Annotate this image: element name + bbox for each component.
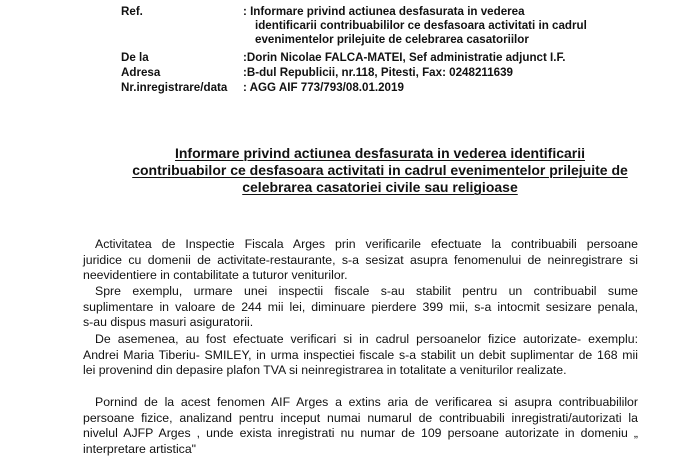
paragraph-line: nivelul AJFP Arges , unde exista inregistrati nu numar de 109 persoane autorizate in domeniu „ bbox=[83, 426, 638, 441]
ref-value-line3: evenimentelor prilejuite de celebrarea casatoriilor bbox=[255, 33, 529, 46]
paragraph-1 bbox=[83, 237, 638, 284]
ref-value-line2: identificarii contribuabililor ce desfasoara activitati in cadrul bbox=[255, 19, 587, 32]
title-line2: contribuabilor ce desfasoara activitati in cadrul evenimentelor prilejuite de bbox=[132, 162, 628, 178]
paragraph-line: Pornind de la acest fenomen AIF Arges a extins aria de verificarea si asupra contribuabililor bbox=[95, 395, 638, 409]
paragraph-line: De asemenea, au fost efectuate verificari si in cadrul persoanelor fizice autorizate- exemplu: bbox=[95, 332, 638, 346]
registration-value: : AGG AIF 773/793/08.01.2019 bbox=[243, 81, 404, 94]
paragraph-line: suplimentare in valoare de 244 mii lei, diminuare pierdere 399 mii, s-a intocmit sesizare penala, bbox=[83, 299, 638, 314]
paragraph-4 bbox=[83, 395, 638, 457]
paragraph-line: interpretare artistica" bbox=[83, 441, 197, 456]
paragraph-line: neevidentiere in contabilitate a tuturor veniturilor. bbox=[83, 268, 348, 283]
from-value: :Dorin Nicolae FALCA-MATEI, Sef administratie adjunct I.F. bbox=[243, 51, 566, 64]
address-label: Adresa bbox=[121, 66, 161, 79]
paragraph-3 bbox=[83, 332, 638, 379]
paragraph-line: Spre exemplu, urmare unei inspectii fiscale s-au stabilit pentru un contribuabil sume bbox=[95, 284, 638, 298]
paragraph-line: Andrei Maria Tiberiu- SMILEY, in urma inspectiei fiscale s-a stabilit un debit suplimentar de 168 mii bbox=[83, 347, 638, 362]
from-label: De la bbox=[121, 51, 149, 64]
paragraph-line: Activitatea de Inspectie Fiscala Arges prin verificarile efectuate la contribuabili persoane bbox=[95, 237, 638, 251]
paragraph-line: s-au dispus masuri asiguratorii. bbox=[83, 315, 254, 330]
title-line3: celebrarea casatoriei civile sau religioase bbox=[242, 179, 518, 195]
paragraph-line: lei provenind din depasire plafon TVA si neinregistrarea in totalitate a veniturilor realizate. bbox=[83, 363, 567, 378]
ref-value-line1: : Informare privind actiunea desfasurata in vederea bbox=[243, 5, 525, 18]
title-line1: Informare privind actiunea desfasurata in vederea identificarii bbox=[174, 145, 586, 161]
address-value: :B-dul Republicii, nr.118, Pitesti, Fax: 0248211639 bbox=[243, 66, 513, 79]
paragraph-line: persoane fizice, analizand pentru inceput numai numarul de contribuabili inregistrati/autorizati la bbox=[83, 410, 638, 425]
ref-label: Ref. bbox=[121, 5, 143, 18]
paragraph-line: juridice cu domenii de activitate-restaurante, s-a sesizat asupra fenomenului de neinregistrare si bbox=[83, 252, 638, 267]
paragraph-2 bbox=[83, 284, 638, 331]
registration-label: Nr.inregistrare/data bbox=[121, 81, 228, 94]
document-title bbox=[110, 145, 650, 196]
